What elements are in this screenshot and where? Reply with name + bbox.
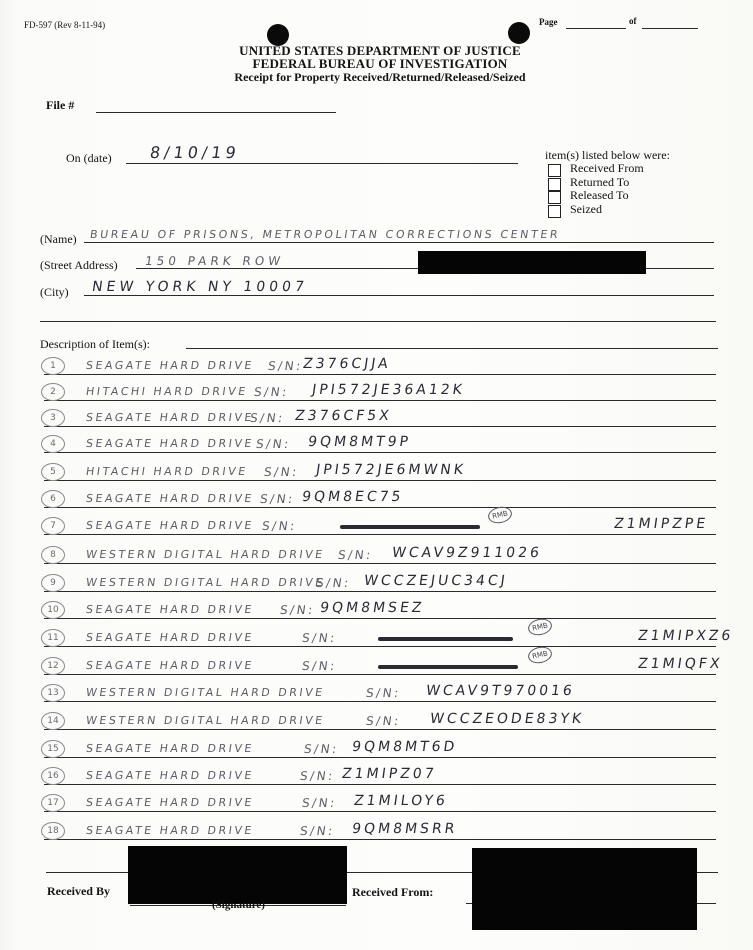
form-number: FD-597 (Rev 8-11-94) <box>24 20 106 30</box>
item-description: WESTERN DIGITAL HARD DRIVE <box>85 576 326 589</box>
item-sn-label: S/N: <box>255 437 292 451</box>
item-serial-number: 9QM8EC75 <box>300 489 405 505</box>
item-row-line <box>44 426 716 427</box>
item-serial-number: Z376CF5X <box>293 408 393 424</box>
item-sn-label: S/N: <box>249 411 286 425</box>
redaction-street <box>418 251 646 274</box>
item-number: 9 <box>41 574 65 592</box>
item-sn-label: S/N: <box>253 385 290 399</box>
signature-label: (Signature) <box>212 899 265 911</box>
page-label: Page <box>539 17 558 27</box>
date-field-line <box>126 163 518 164</box>
page-field-line <box>566 28 626 29</box>
item-description: SEAGATE HARD DRIVE <box>85 519 255 532</box>
item-row-line <box>44 480 716 481</box>
correction-initials: RMB <box>487 505 514 526</box>
item-number: 13 <box>41 684 65 702</box>
file-field-line <box>96 112 336 113</box>
item-number: 3 <box>41 409 65 427</box>
item-sn-label: S/N: <box>279 603 316 617</box>
item-sn-label: S/N: <box>365 686 402 700</box>
item-description: SEAGATE HARD DRIVE <box>85 411 255 424</box>
item-description: SEAGATE HARD DRIVE <box>85 631 255 644</box>
item-row-line <box>44 701 716 702</box>
item-serial-number: 9QM8MSEZ <box>318 600 426 616</box>
checkbox-label-released-to: Released To <box>570 188 629 202</box>
file-label: File # <box>46 98 75 112</box>
item-sn-label: S/N: <box>267 359 304 373</box>
item-number: 8 <box>41 546 65 564</box>
item-description: WESTERN DIGITAL HARD DRIVE <box>85 714 326 727</box>
checkbox-received-from[interactable] <box>548 164 561 177</box>
item-serial-number: Z1MILOY6 <box>352 793 449 809</box>
item-number: 6 <box>41 490 65 508</box>
agency-line-2: FEDERAL BUREAU OF INVESTIGATION <box>252 56 508 71</box>
item-serial-number: Z1MIPZ07 <box>340 766 438 782</box>
city-label: (City) <box>40 285 69 299</box>
punch-hole-right <box>508 22 530 44</box>
of-label: of <box>629 16 637 26</box>
item-number: 5 <box>41 463 65 481</box>
item-number: 18 <box>41 822 65 840</box>
item-serial-number: 9QM8MT6D <box>350 739 459 755</box>
item-number: 1 <box>41 357 65 375</box>
items-listed-label: item(s) listed below were: <box>545 148 670 162</box>
item-row-line <box>44 563 716 564</box>
item-row-line <box>44 591 716 592</box>
item-number: 11 <box>41 629 65 647</box>
item-description: SEAGATE HARD DRIVE <box>85 824 255 837</box>
item-description: SEAGATE HARD DRIVE <box>85 796 255 809</box>
item-number: 7 <box>41 517 65 535</box>
received-from-label: Received From: <box>352 885 434 899</box>
item-row-line <box>44 811 716 812</box>
item-number: 4 <box>41 435 65 453</box>
received-by-label: Received By <box>47 884 110 898</box>
item-sn-label: S/N: <box>259 492 296 506</box>
blank-line <box>40 321 716 322</box>
item-description: SEAGATE HARD DRIVE <box>85 742 255 755</box>
item-row-line <box>44 729 716 730</box>
street-label: (Street Address) <box>40 258 118 272</box>
item-number: 16 <box>41 767 65 785</box>
item-row-line <box>44 400 716 401</box>
date-label: On (date) <box>66 151 112 165</box>
item-row-line <box>44 534 716 535</box>
item-serial-number: Z376CJJA <box>301 356 392 372</box>
correction-initials: RMB <box>527 645 554 666</box>
item-serial-number: JPI572JE36A12K <box>310 382 466 398</box>
item-sn-label: S/N: <box>303 742 340 756</box>
item-description: WESTERN DIGITAL HARD DRIVE <box>85 548 326 561</box>
item-row-line <box>44 839 716 840</box>
agency-line-1: UNITED STATES DEPARTMENT OF JUSTICE <box>239 43 521 58</box>
item-row-line <box>44 374 716 375</box>
checkbox-seized[interactable] <box>548 205 561 218</box>
item-sn-label: S/N: <box>299 769 336 783</box>
item-description: SEAGATE HARD DRIVE <box>85 359 255 372</box>
redaction-received-from <box>472 848 697 930</box>
item-description: SEAGATE HARD DRIVE <box>85 659 255 672</box>
checkbox-label-returned-to: Returned To <box>570 175 630 189</box>
name-value: BUREAU OF PRISONS, METROPOLITAN CORRECTIONS CENTER <box>89 228 562 241</box>
item-description: HITACHI HARD DRIVE <box>85 465 249 478</box>
item-row-line <box>44 784 716 785</box>
item-sn-label: S/N: <box>337 548 374 562</box>
item-row-line <box>44 618 716 619</box>
item-description: HITACHI HARD DRIVE <box>85 385 249 398</box>
item-description: SEAGATE HARD DRIVE <box>85 492 255 505</box>
strikethrough <box>340 525 480 529</box>
item-number: 12 <box>41 657 65 675</box>
item-row-line <box>44 757 716 758</box>
checkbox-returned-to[interactable] <box>548 178 561 191</box>
item-sn-label: S/N: <box>301 659 338 673</box>
checkbox-label-seized: Seized <box>570 202 602 216</box>
item-serial-number: WCAV9T970016 <box>424 683 576 699</box>
item-serial-number: 9QM8MT9P <box>306 434 413 450</box>
item-sn-label: S/N: <box>315 576 352 590</box>
item-number: 15 <box>41 740 65 758</box>
item-sn-label: S/N: <box>365 714 402 728</box>
item-row-line <box>44 674 716 675</box>
item-serial-number: WCCZEODE83YK <box>428 711 586 727</box>
form-title: Receipt for Property Received/Returned/Released/Seized <box>234 70 526 84</box>
item-sn-label: S/N: <box>301 796 338 810</box>
city-field-line <box>84 295 714 296</box>
strikethrough <box>378 637 513 641</box>
item-row-line <box>44 646 716 647</box>
item-number: 17 <box>41 794 65 812</box>
strikethrough <box>378 665 518 669</box>
item-serial-number: WCAV9Z911026 <box>390 545 543 561</box>
name-field-line <box>84 242 714 243</box>
of-field-line <box>642 28 698 29</box>
description-label: Description of Item(s): <box>40 337 150 351</box>
item-number: 14 <box>41 712 65 730</box>
redaction-received-by <box>128 846 347 904</box>
item-description: SEAGATE HARD DRIVE <box>85 437 255 450</box>
item-sn-label: S/N: <box>261 519 298 533</box>
date-value: 8/10/19 <box>148 143 242 162</box>
item-serial-number: Z1MIPZPE <box>612 516 710 532</box>
item-serial-number: 9QM8MSRR <box>350 821 459 837</box>
city-value: NEW YORK NY 10007 <box>90 279 309 295</box>
item-description: WESTERN DIGITAL HARD DRIVE <box>85 686 326 699</box>
item-sn-label: S/N: <box>299 824 336 838</box>
checkbox-label-received-from: Received From <box>570 161 644 175</box>
item-serial-number: WCCZEJUC34CJ <box>362 573 509 589</box>
item-description: SEAGATE HARD DRIVE <box>85 769 255 782</box>
item-serial-number: Z1MIPXZ6 <box>636 628 735 644</box>
checkbox-released-to[interactable] <box>548 191 561 204</box>
item-number: 2 <box>41 383 65 401</box>
correction-initials: RMB <box>527 617 554 638</box>
item-row-line <box>44 507 716 508</box>
name-label: (Name) <box>40 232 77 246</box>
item-number: 10 <box>41 601 65 619</box>
street-value: 150 PARK ROW <box>144 254 286 268</box>
item-serial-number: JPI572JE6MWNK <box>314 462 468 478</box>
description-field-line <box>186 348 718 349</box>
item-serial-number: Z1MIQFX <box>636 656 724 672</box>
item-sn-label: S/N: <box>301 631 338 645</box>
item-row-line <box>44 452 716 453</box>
item-description: SEAGATE HARD DRIVE <box>85 603 255 616</box>
item-sn-label: S/N: <box>263 465 300 479</box>
